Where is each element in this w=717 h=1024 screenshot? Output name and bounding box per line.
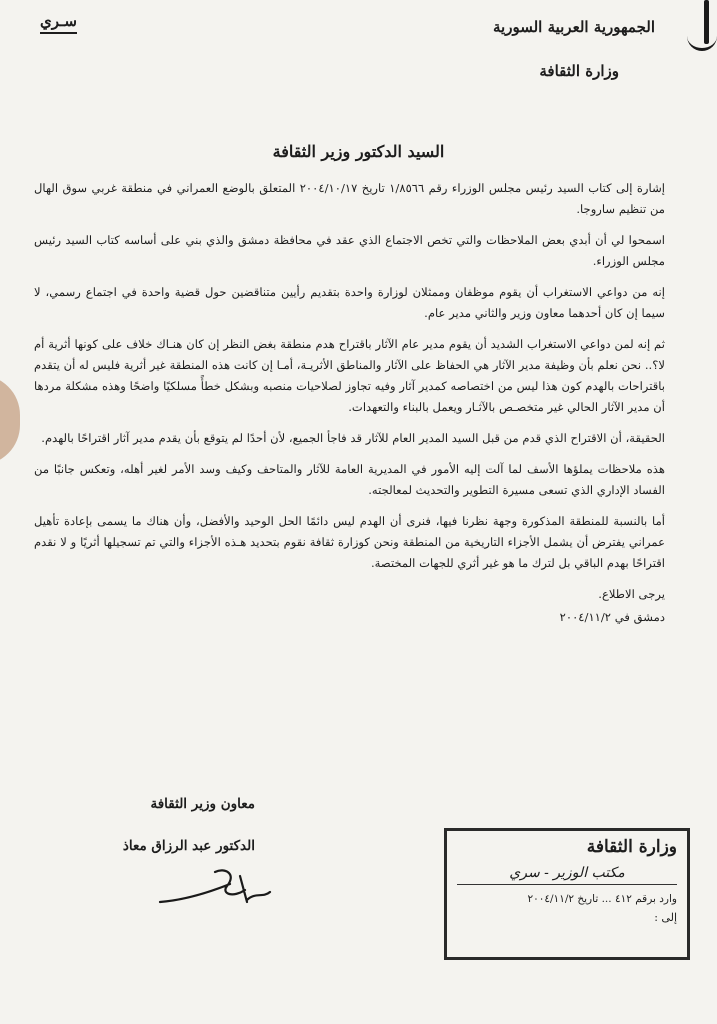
paragraph: اسمحوا لي أن أبدي بعض الملاحظات والتي تخص الاجتماع الذي عقد في محافظة دمشق والذي بني على أساسه كتاب السيد رئيس مجلس الوزراء. — [34, 233, 665, 268]
thumb-shadow — [0, 375, 20, 465]
date-line: دمشق في ٢٠٠٤/١١/٢ — [559, 610, 665, 624]
paragraph: إشارة إلى كتاب السيد رئيس مجلس الوزراء رقم ١/٨٥٦٦ تاريخ ٢٠٠٤/١٠/١٧ المتعلق بالوضع العمراني في منطقة غربي سوق الهال من تنظيم ساروجا. — [34, 181, 666, 216]
page-edge-curve — [687, 30, 717, 51]
stamp-ministry: وزارة الثقافة — [586, 837, 677, 857]
ministry-header: وزارة الثقافة — [539, 62, 619, 80]
country-header: الجمهورية العربية السورية — [493, 18, 655, 36]
classification-label: سـري — [40, 12, 77, 34]
stamp-to: إلى : — [654, 911, 677, 924]
signatory-name: الدكتور عبد الرزاق معاذ — [122, 838, 255, 854]
stamp-office: مكتب الوزير - سري — [457, 865, 677, 885]
incoming-stamp — [444, 828, 690, 960]
handwritten-signature — [155, 862, 275, 912]
letter-body — [34, 178, 665, 638]
signatory-title: معاون وزير الثقافة — [150, 796, 255, 812]
paragraph: إنه من دواعي الاستغراب أن يقوم موظفان وممثلان لوزارة واحدة بتقديم رأيين متناقضين حول قضية واحدة في اجتماع رسمي، لا سيما إن كان أحدهما معاون وزير والثاني مدير عام. — [34, 285, 665, 320]
paragraph: ثم إنه لمن دواعي الاستغراب الشديد أن يقوم مدير عام الآثار باقتراح هدم منطقة بغض النظر إن كان هنـاك خلاف على كونها أثرية أم لا؟.. نحن نعلم بأن وظيفة مدير الآثار هي الحفاظ على الآثار والمناطق الأثريـة، أمـا إن كانت هذه المنطقة غير أثرية فليس له أن يتقدم باقتراحات بالهدم كون هذا ليس من اختصاصه كمدير آثار وفيه تجاوز لصلاحيات منصبه وبشكل خطأً مسلكيًا واضحًا وهذه مشكلة مردها أن مدير الآثار الحالي غير متخصـص بالآثـار ويعمل بالبناء والتعهدات. — [34, 337, 665, 414]
paragraph: أما بالنسبة للمنطقة المذكورة وجهة نظرنا فيها، فنرى أن الهدم ليس دائمًا الحل الوحيد والأفضل، وأن هناك ما يسمى بإعادة تأهيل عمراني يفترض أن يشمل الأجزاء التاريخية من المنطقة ونحن كوزارة ثقافة نقوم بتحديد هـذه الأجزاء والتي تم تسجيلها أثريًا و لا نقدم اقتراحًا بهدم الباقي بل لترك ما هو غير أثري للجهات المختصة. — [34, 514, 665, 570]
paragraph: الحقيقة، أن الاقتراح الذي قدم من قبل السيد المدير العام للآثار قد فاجأ الجميع، لأن أحدًا لم يتوقع بأن يقدم مدير آثار اقتراحًا بالهدم. — [41, 431, 665, 445]
closing-line: يرجى الاطلاع. — [598, 587, 665, 601]
letter-title: السيد الدكتور وزير الثقافة — [272, 142, 445, 161]
paragraph: هذه ملاحظات يملؤها الأسف لما آلت إليه الأمور في المديرية العامة للآثار والمتاحف وكيف وسد الأمر لغير أهله، وتعكس جانبًا من الفساد الإداري الذي تسعى مسيرة التطوير والتحديث لمعالجته. — [34, 462, 665, 497]
stamp-registry: وارد برقم ٤١٢ ... تاريخ ٢٠٠٤/١١/٢ — [527, 893, 677, 905]
